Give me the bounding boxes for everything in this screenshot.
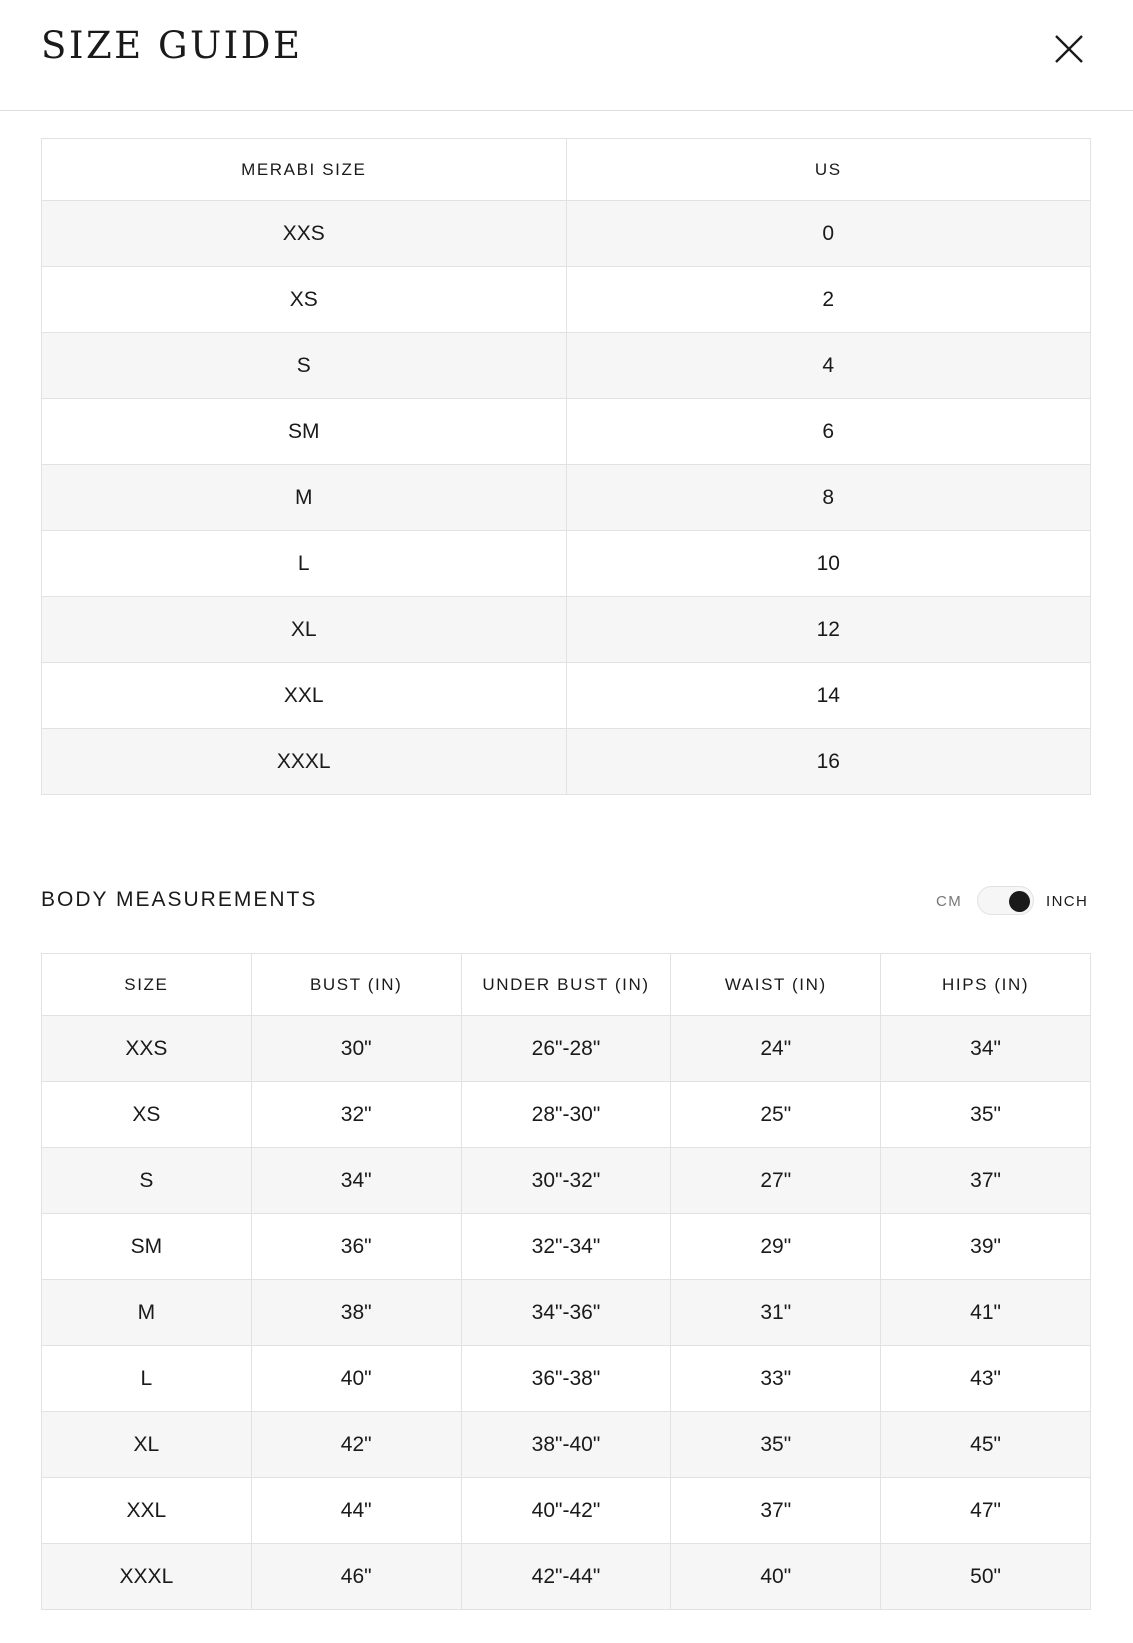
table-row xyxy=(42,1082,1091,1148)
table-cell: 42" xyxy=(251,1412,461,1478)
size-conversion-table xyxy=(41,138,1091,795)
column-header-waist: WAIST (IN) xyxy=(671,954,881,1016)
table-cell: 37" xyxy=(881,1148,1091,1214)
table-cell: XL xyxy=(42,1412,252,1478)
table-cell: 36" xyxy=(251,1214,461,1280)
table-row xyxy=(42,1478,1091,1544)
table-cell: M xyxy=(42,465,567,531)
close-button[interactable] xyxy=(1046,30,1084,68)
table-cell: 2 xyxy=(566,267,1091,333)
table-cell: XXL xyxy=(42,1478,252,1544)
table-cell: 35" xyxy=(881,1082,1091,1148)
table-cell: XXXL xyxy=(42,729,567,795)
close-icon xyxy=(1046,30,1084,68)
table-cell: XS xyxy=(42,1082,252,1148)
table-cell: 40" xyxy=(251,1346,461,1412)
table-cell: 30" xyxy=(251,1016,461,1082)
unit-inch-label[interactable]: INCH xyxy=(1046,893,1089,910)
table-row xyxy=(42,201,1091,267)
table-cell: 32"-34" xyxy=(461,1214,671,1280)
body-measurements-title: BODY MEASUREMENTS xyxy=(41,888,318,911)
switch-knob xyxy=(1009,891,1030,912)
table-cell: XXS xyxy=(42,201,567,267)
table-cell: S xyxy=(42,333,567,399)
table-row xyxy=(42,531,1091,597)
unit-cm-label[interactable]: CM xyxy=(936,893,963,910)
table-cell: 46" xyxy=(251,1544,461,1610)
table-cell: 27" xyxy=(671,1148,881,1214)
modal-header xyxy=(0,0,1133,111)
column-header-under-bust: UNDER BUST (IN) xyxy=(461,954,671,1016)
table-cell: XXS xyxy=(42,1016,252,1082)
table-cell: 34"-36" xyxy=(461,1280,671,1346)
column-header-size: SIZE xyxy=(42,954,252,1016)
table-cell: S xyxy=(42,1148,252,1214)
table-cell: 8 xyxy=(566,465,1091,531)
column-header-hips: HIPS (IN) xyxy=(881,954,1091,1016)
table-row xyxy=(42,1280,1091,1346)
table-cell: 28"-30" xyxy=(461,1082,671,1148)
table-cell: 16 xyxy=(566,729,1091,795)
table-cell: 29" xyxy=(671,1214,881,1280)
column-header-merabi-size: MERABI SIZE xyxy=(42,139,567,201)
table-cell: 36"-38" xyxy=(461,1346,671,1412)
table-cell: 40"-42" xyxy=(461,1478,671,1544)
body-measurements-table xyxy=(41,953,1091,1610)
table-cell: 31" xyxy=(671,1280,881,1346)
table-cell: 14 xyxy=(566,663,1091,729)
column-header-us: US xyxy=(566,139,1091,201)
table-cell: 45" xyxy=(881,1412,1091,1478)
column-header-bust: BUST (IN) xyxy=(251,954,461,1016)
table-cell: 41" xyxy=(881,1280,1091,1346)
table-row xyxy=(42,597,1091,663)
table-row xyxy=(42,1016,1091,1082)
table-cell: SM xyxy=(42,1214,252,1280)
table-cell: 40" xyxy=(671,1544,881,1610)
table-cell: 34" xyxy=(881,1016,1091,1082)
table-cell: 33" xyxy=(671,1346,881,1412)
table-cell: 35" xyxy=(671,1412,881,1478)
table-cell: 50" xyxy=(881,1544,1091,1610)
table-cell: 37" xyxy=(671,1478,881,1544)
table-row xyxy=(42,1346,1091,1412)
table-row xyxy=(42,267,1091,333)
table-cell: 32" xyxy=(251,1082,461,1148)
table-cell: 38" xyxy=(251,1280,461,1346)
unit-switch[interactable] xyxy=(977,886,1034,915)
table-row xyxy=(42,1544,1091,1610)
table-row xyxy=(42,1214,1091,1280)
table-cell: 42"-44" xyxy=(461,1544,671,1610)
table-cell: XXL xyxy=(42,663,567,729)
table-cell: XXXL xyxy=(42,1544,252,1610)
table-row xyxy=(42,729,1091,795)
table-cell: L xyxy=(42,1346,252,1412)
table-cell: XS xyxy=(42,267,567,333)
table-row xyxy=(42,333,1091,399)
table-cell: 10 xyxy=(566,531,1091,597)
table-cell: XL xyxy=(42,597,567,663)
table-row xyxy=(42,1148,1091,1214)
table-cell: 43" xyxy=(881,1346,1091,1412)
table-header-row xyxy=(42,139,1091,201)
table-cell: SM xyxy=(42,399,567,465)
table-cell: 24" xyxy=(671,1016,881,1082)
table-cell: 44" xyxy=(251,1478,461,1544)
table-row xyxy=(42,663,1091,729)
table-cell: 6 xyxy=(566,399,1091,465)
table-cell: 38"-40" xyxy=(461,1412,671,1478)
table-row xyxy=(42,465,1091,531)
table-cell: 25" xyxy=(671,1082,881,1148)
table-cell: 26"-28" xyxy=(461,1016,671,1082)
table-cell: 4 xyxy=(566,333,1091,399)
unit-toggle xyxy=(936,884,1090,918)
modal-title: SIZE GUIDE xyxy=(41,24,303,67)
table-cell: M xyxy=(42,1280,252,1346)
table-cell: 30"-32" xyxy=(461,1148,671,1214)
table-cell: 47" xyxy=(881,1478,1091,1544)
table-header-row xyxy=(42,954,1091,1016)
table-cell: 39" xyxy=(881,1214,1091,1280)
table-row xyxy=(42,1412,1091,1478)
table-cell: 34" xyxy=(251,1148,461,1214)
table-cell: L xyxy=(42,531,567,597)
table-cell: 12 xyxy=(566,597,1091,663)
table-cell: 0 xyxy=(566,201,1091,267)
table-row xyxy=(42,399,1091,465)
